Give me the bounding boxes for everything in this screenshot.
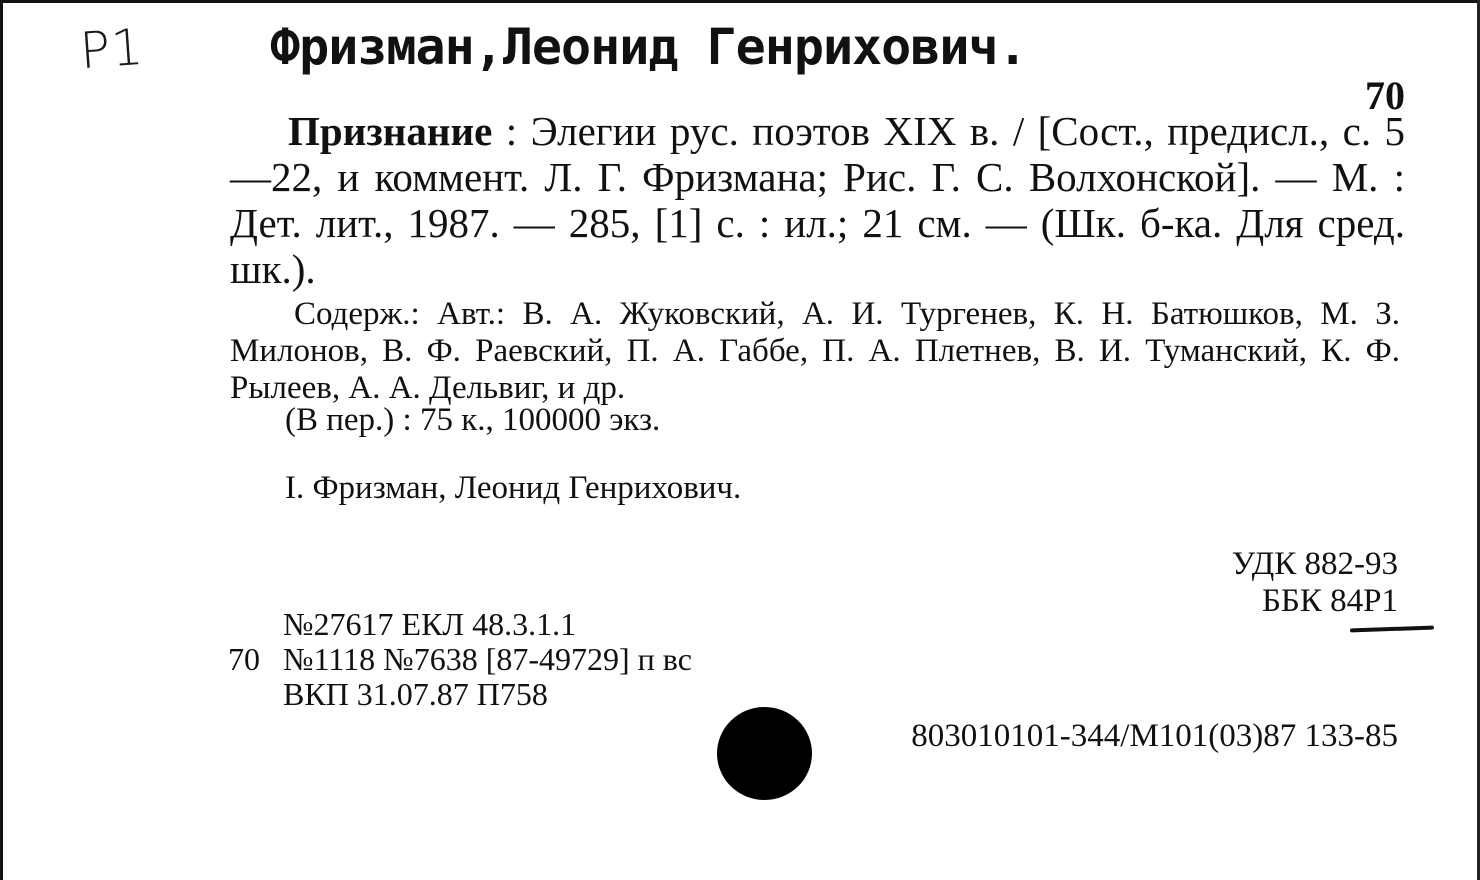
title-rest: : Элегии рус. поэтов XIX в. / [Сост., предисл., с. 5—22, и коммент. Л. Г. Фризмана; Рис. Г. С. Волхонской]. — М. : Дет. лит., 1987. — 285, [1] с. : ил.; 21 см. — (Шк. б-ка. Для сред. шк.). [230,108,1405,292]
bibliographic-description [230,108,1405,292]
handwritten-shelf-mark: Р1 [78,17,146,81]
accession-block [228,607,692,712]
punch-hole [717,707,812,800]
tracing-entry: I. Фризман, Леонид Генрихович. [285,470,742,506]
accession-line-1: №27617 ЕКЛ 48.3.1.1 [283,606,577,642]
author-heading: Фризман,Леонид Генрихович. [270,18,1027,76]
card-left-edge [0,0,3,880]
price-note: (В пер.) : 75 к., 100000 экз. [285,402,661,438]
classification-block [1232,546,1398,620]
contents-note: Содерж.: Авт.: В. А. Жуковский, А. И. Тургенев, К. Н. Батюшков, М. З. Милонов, В. Ф. Раевский, П. А. Габбе, П. А. Плетнев, В. И. Туманский, К. Ф. Рылеев, А. А. Дельвиг, и др. [230,296,1400,406]
card-top-edge [0,0,1480,3]
title-bold: Признание [288,108,493,154]
handwritten-underline [1350,626,1434,633]
accession-line-3: ВКП 31.07.87 П758 [283,676,548,712]
udk-code: УДК 882-93 [1231,546,1398,582]
publisher-code: 803010101-344/М101(03)87 133-85 [911,718,1398,754]
accession-prefix: 70 [228,641,260,677]
bbk-code: ББК 84Р1 [1261,583,1398,619]
accession-line-2 [228,642,692,677]
accession-line-2-text: №1118 №7638 [87-49729] п вс [283,641,692,677]
corner-number: 70 [1365,73,1405,118]
